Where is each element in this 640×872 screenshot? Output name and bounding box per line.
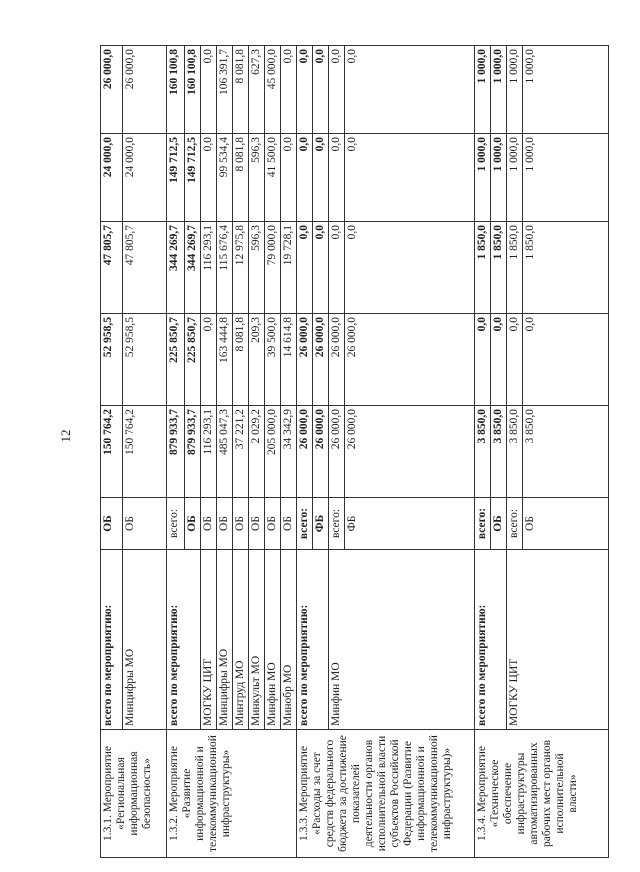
value-cell: 149 712,5: [185, 134, 201, 222]
executor-cell: всего по мероприятию:: [297, 550, 329, 730]
executor-cell: МОГКУ ЦИТ: [507, 550, 609, 730]
value-cell: 0,0: [329, 46, 345, 134]
page-number: 12: [58, 429, 73, 443]
executor-cell: МОГКУ ЦИТ: [201, 550, 217, 730]
value-cell: 26 000,0: [297, 314, 313, 406]
source-cell: ОБ: [281, 498, 297, 550]
source-cell: ОБ: [123, 498, 167, 550]
value-cell: 627,3: [249, 46, 265, 134]
value-cell: 0,0: [201, 314, 217, 406]
value-cell: 0,0: [345, 134, 475, 222]
value-cell: 26 000,0: [345, 406, 475, 498]
value-cell: 1 850,0: [507, 222, 523, 314]
value-cell: 596,3: [249, 222, 265, 314]
value-cell: 225 850,7: [167, 314, 185, 406]
value-cell: 45 000,0: [265, 46, 281, 134]
value-cell: 1 000,0: [507, 134, 523, 222]
value-cell: 52 958,5: [101, 314, 123, 406]
value-cell: 0,0: [313, 46, 329, 134]
value-cell: 0,0: [297, 222, 313, 314]
value-cell: 37 221,2: [233, 406, 249, 498]
executor-cell: Минобр МО: [281, 550, 297, 730]
value-cell: 0,0: [201, 134, 217, 222]
value-cell: 39 500,0: [265, 314, 281, 406]
executor-cell: Минкульт МО: [249, 550, 265, 730]
value-cell: 1 000,0: [523, 46, 609, 134]
value-cell: 116 293,1: [201, 406, 217, 498]
value-cell: 0,0: [345, 222, 475, 314]
value-cell: 0,0: [345, 46, 475, 134]
value-cell: 0,0: [313, 134, 329, 222]
source-cell: всего:: [167, 498, 185, 550]
value-cell: 1 000,0: [475, 134, 491, 222]
value-cell: 1 850,0: [491, 222, 507, 314]
executor-cell: Минфин МО: [329, 550, 475, 730]
value-cell: 0,0: [281, 134, 297, 222]
value-cell: 99 534,4: [217, 134, 233, 222]
executor-cell: всего по мероприятию:: [167, 550, 201, 730]
source-cell: ОБ: [217, 498, 233, 550]
value-cell: 879 933,7: [167, 406, 185, 498]
table-row: [101, 46, 123, 858]
value-cell: 160 100,8: [185, 46, 201, 134]
value-cell: 150 764,2: [101, 406, 123, 498]
value-cell: 26 000,0: [313, 314, 329, 406]
value-cell: 26 000,0: [101, 46, 123, 134]
value-cell: 0,0: [329, 134, 345, 222]
value-cell: 47 805,7: [123, 222, 167, 314]
rotated-table-wrapper: [100, 46, 579, 858]
source-cell: ОБ: [491, 498, 507, 550]
value-cell: 0,0: [475, 314, 491, 406]
source-cell: ОБ: [249, 498, 265, 550]
value-cell: 34 342,9: [281, 406, 297, 498]
source-cell: всего:: [297, 498, 313, 550]
value-cell: 0,0: [313, 222, 329, 314]
source-cell: ОБ: [101, 498, 123, 550]
value-cell: 0,0: [297, 46, 313, 134]
value-cell: 0,0: [523, 314, 609, 406]
source-cell: ОБ: [265, 498, 281, 550]
executor-cell: Минцифры МО: [217, 550, 233, 730]
value-cell: 26 000,0: [329, 406, 345, 498]
source-cell: всего:: [329, 498, 345, 550]
value-cell: 0,0: [281, 46, 297, 134]
value-cell: 1 000,0: [491, 134, 507, 222]
value-cell: 0,0: [201, 46, 217, 134]
value-cell: 14 614,8: [281, 314, 297, 406]
value-cell: 163 444,8: [217, 314, 233, 406]
value-cell: 0,0: [491, 314, 507, 406]
value-cell: 3 850,0: [475, 406, 491, 498]
table-row: [167, 46, 185, 858]
source-cell: ОБ: [523, 498, 609, 550]
value-cell: 0,0: [297, 134, 313, 222]
source-cell: всего:: [507, 498, 523, 550]
value-cell: 150 764,2: [123, 406, 167, 498]
value-cell: 19 728,1: [281, 222, 297, 314]
value-cell: 8 081,8: [233, 314, 249, 406]
value-cell: 26 000,0: [297, 406, 313, 498]
source-cell: ОБ: [233, 498, 249, 550]
value-cell: 24 000,0: [101, 134, 123, 222]
value-cell: 1 850,0: [523, 222, 609, 314]
executor-cell: всего по мероприятию:: [475, 550, 507, 730]
value-cell: 8 081,8: [233, 134, 249, 222]
source-cell: ОБ: [185, 498, 201, 550]
measure-name-1-3-2: 1.3.2. Мероприятие «Развитие информационной и телекоммуникационной инфраструктуры»: [167, 730, 297, 858]
table-row: [475, 46, 491, 858]
executor-cell: Минтруд МО: [233, 550, 249, 730]
value-cell: 1 000,0: [491, 46, 507, 134]
value-cell: 26 000,0: [313, 406, 329, 498]
value-cell: 26 000,0: [329, 314, 345, 406]
value-cell: 879 933,7: [185, 406, 201, 498]
value-cell: 149 712,5: [167, 134, 185, 222]
budget-table: [100, 45, 609, 858]
value-cell: 1 000,0: [475, 46, 491, 134]
value-cell: 52 958,5: [123, 314, 167, 406]
value-cell: 1 000,0: [507, 46, 523, 134]
value-cell: 26 000,0: [123, 46, 167, 134]
value-cell: 106 391,7: [217, 46, 233, 134]
value-cell: 79 000,0: [265, 222, 281, 314]
value-cell: 26 000,0: [345, 314, 475, 406]
value-cell: 0,0: [329, 222, 345, 314]
executor-cell: всего по мероприятию:: [101, 550, 123, 730]
value-cell: 205 000,0: [265, 406, 281, 498]
value-cell: 3 850,0: [523, 406, 609, 498]
value-cell: 225 850,7: [185, 314, 201, 406]
measure-name-1-3-4: 1.3.4. Мероприятие «Техническое обеспечение инфраструктуры автоматизированных рабочих мест органов исполнительной власти»: [475, 730, 609, 858]
value-cell: 41 500,0: [265, 134, 281, 222]
measure-name-1-3-3: 1.3.3. Мероприятие «Расходы за счет средств федерального бюджета за достижение показателей деятельности органов исполнительной власти субъектов Российской Федерации (Развитие информационной и телекоммуникационной инфраструктуры)»: [297, 730, 475, 858]
source-cell: ФБ: [313, 498, 329, 550]
measure-name-1-3-1: 1.3.1. Мероприятие «Региональная информационная безопасность»: [101, 730, 167, 858]
value-cell: 116 293,1: [201, 222, 217, 314]
value-cell: 3 850,0: [491, 406, 507, 498]
value-cell: 209,3: [249, 314, 265, 406]
executor-cell: Минцифры МО: [123, 550, 167, 730]
value-cell: 3 850,0: [507, 406, 523, 498]
value-cell: 485 047,3: [217, 406, 233, 498]
value-cell: 1 850,0: [475, 222, 491, 314]
value-cell: 0,0: [507, 314, 523, 406]
value-cell: 344 269,7: [167, 222, 185, 314]
value-cell: 8 081,8: [233, 46, 249, 134]
value-cell: 115 676,4: [217, 222, 233, 314]
value-cell: 24 000,0: [123, 134, 167, 222]
value-cell: 2 029,2: [249, 406, 265, 498]
value-cell: 344 269,7: [185, 222, 201, 314]
source-cell: ФБ: [345, 498, 475, 550]
value-cell: 12 975,8: [233, 222, 249, 314]
executor-cell: Минфин МО: [265, 550, 281, 730]
value-cell: 47 805,7: [101, 222, 123, 314]
value-cell: 160 100,8: [167, 46, 185, 134]
table-row: [297, 46, 313, 858]
source-cell: ОБ: [201, 498, 217, 550]
value-cell: 1 000,0: [523, 134, 609, 222]
source-cell: всего:: [475, 498, 491, 550]
value-cell: 596,3: [249, 134, 265, 222]
